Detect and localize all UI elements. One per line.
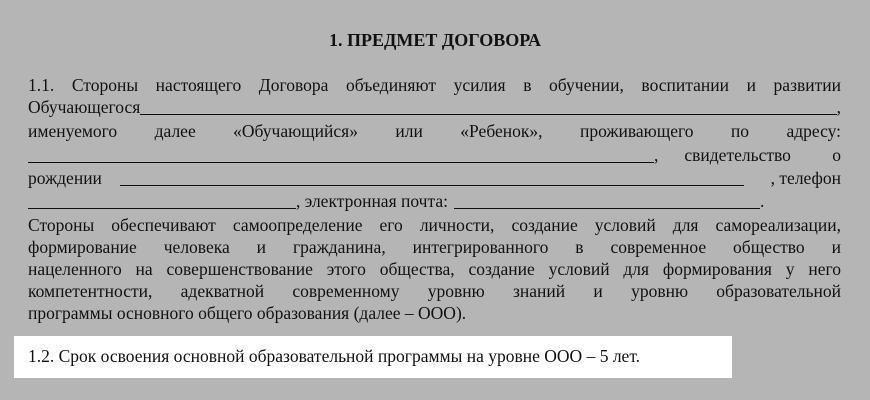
student-name-blank <box>140 98 836 115</box>
label-email: , электронная почта: <box>296 191 448 211</box>
text-line-9: нацеленного на совершенствование этого общества, создание условий для формирования у него <box>28 259 841 279</box>
label-obuchayushegosya: Обучающегося <box>28 97 141 117</box>
label-birth: рождении <box>28 168 102 188</box>
text-line-7: Стороны обеспечивают самоопределение его личности, создание условий для самореализации, <box>28 215 841 235</box>
text-line-4 <box>28 144 841 166</box>
email-blank <box>454 192 760 209</box>
text-line-5 <box>28 167 841 189</box>
text-line-10: компетентности, адекватной современному уровню знаний и уровню образовательной <box>28 281 841 301</box>
text-line-11: программы основного общего образования (далее – ООО). <box>28 303 467 323</box>
clause-1-2: 1.2. Срок освоения основной образовательной программы на уровне ООО – 5 лет. <box>28 346 641 366</box>
birth-certificate-blank <box>120 169 744 186</box>
section-title: 1. ПРЕДМЕТ ДОГОВОРА <box>329 30 541 50</box>
text-line-6 <box>28 190 841 212</box>
label-phone: , телефон <box>770 168 841 188</box>
text-line-1: 1.1. Стороны настоящего Договора объединяют усилия в обучении, воспитании и развитии <box>28 75 841 95</box>
phone-blank <box>28 192 296 209</box>
address-blank <box>28 146 654 163</box>
period: . <box>759 191 765 211</box>
text-line-8: формирование человека и гражданина, интегрированного в современное общество и <box>28 237 841 257</box>
text-line-3: именуемого далее «Обучающийся» или «Ребенок», проживающего по адресу: <box>28 121 841 141</box>
comma: , <box>836 97 841 117</box>
label-certificate: свидетельство о <box>684 145 841 165</box>
comma: , <box>654 145 659 165</box>
text-line-2 <box>28 96 841 118</box>
